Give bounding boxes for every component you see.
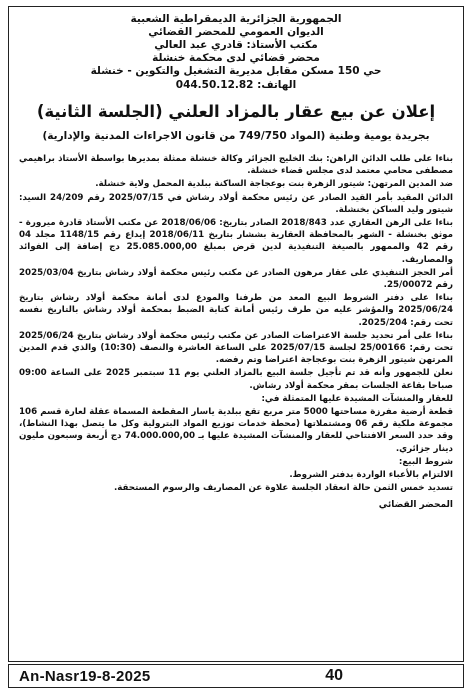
- paragraph-condition-2: تسديد خمس الثمن حالة انعقاد الجلسة علاوة عن المصاريف والرسوم المستحقة.: [113, 483, 453, 494]
- signature: المحضر القضائي: [378, 500, 453, 511]
- header-court: محضر قضائي لدى محكمة خنشلة: [152, 52, 320, 64]
- paragraph-debtor: ضد المدين المرتهن: شيتور الزهرة بنت بوعجاجة الساكنة ببلدية المحمل ولاية خنشلة.: [95, 179, 453, 190]
- paragraph-condition-1: الالتزام بالأعباء الواردة بدفتر الشروط.: [289, 470, 453, 481]
- paragraph-property-description: قطعة أرضية مفرزة مساحتها 5000 متر مربع تقع ببلدية ياسار المقطعة المسماة عقلة لعارة قسم 106 مجموعة ملكية رقم 06 ومشتملاتها (محطة خدمات توزيع المواد البترولية وكل ما يتصل بهذا النشاط)، وقد حدد السعر الافتتاحي للعقار والمنشآت المشيدة عليها بـ 74.000.000,00 دج أربعة وسبعون مليون دينار جزائري.: [19, 407, 454, 454]
- paragraph-mortgage: بناءا على الرهن العقاري عدد 2018/843 الصادر بتاريخ: 2018/06/06 عن مكتب الأستاذ قادرة ميرورة - موثق بخنشلة - الشهر بالمحافظة العقارية بششار بتاريخ 2018/06/11 إيداع رقم 1148/15 مجلد 04 رقم 42 والممهور بالصيغة التنفيذية لدين قرض بمبلغ 25.085.000,00 دج إضافة إلى الفوائد والمصاريف.: [19, 218, 454, 265]
- paragraph-registered-creditor: الدائن المقيد بأمر القيد الصادر عن رئيس محكمة أولاد رشاش في 2025/07/15 رقم 24/209 السيد: شيتور وليد الساكن بخنشلة.: [19, 192, 453, 215]
- header-republic: الجمهورية الجزائرية الديمقراطية الشعبية: [130, 13, 342, 25]
- header-bailiff: مكتب الأستاذ: قادري عبد العالي: [154, 39, 318, 51]
- notice-title: إعلان عن بيع عقار بالمزاد العلني (الجلسة الثانية): [36, 102, 436, 121]
- paragraph-seizure-order: أمر الحجز التنفيذي على عقار مرهون الصادر عن مكتب رئيس محكمة أولاد رشاش بتاريخ 2025/03/04 رقم 25/00072.: [19, 267, 453, 291]
- footer-page-number: 40: [325, 667, 343, 684]
- paragraph-creditor: بناءا على طلب الدائن الراهن: بنك الخليج الجزائر وكالة خنشلة ممثلة بمديرها بواسطة الأستاذ براهيمي مصطفى محامي معتمد لدى مجلس قضاء خنشلة.: [19, 154, 453, 177]
- paragraph-property-heading: للعقار والمنشآت المشيدة عليها المتمثلة في:: [261, 393, 453, 404]
- notice-subtitle: بجريدة يومية وطنية (المواد 749/750 من قانون الاجراءات المدنية والإدارية): [42, 130, 430, 142]
- notice-body: [19, 153, 453, 494]
- header-office: الديوان العمومي للمحضر القضائي: [148, 26, 324, 38]
- header-address: حي 150 مسكن مقابل مديرية التشغيل والتكوين - خنشلة: [90, 65, 382, 77]
- paragraph-auction-date: نعلن للجمهور وأنه قد تم تأجيل جلسة البيع بالمزاد العلني يوم 11 سبتمبر 2025 على الساعة 09:00 صباحا بقاعة الجلسات بمقر محكمة أولاد رشاش.: [19, 368, 453, 391]
- footer-bar: [8, 664, 464, 688]
- paragraph-sale-conditions-heading: شروط البيع:: [398, 456, 453, 467]
- header-phone: الهاتف: 044.50.12.82: [175, 79, 297, 91]
- notice-frame: [8, 6, 464, 662]
- paragraph-conditions-book: بناءا على دفتر الشروط البيع المعد من طرفنا والمودع لدى أمانة محكمة أولاد رشاش بتاريخ 2025/06/24 والمؤشر عليه من طرف رئيس أمانة كتابة الضبط بمحكمة أولاد رشاش بالتاريخ نفسه تحت رقم: 2025/204.: [19, 293, 453, 328]
- footer-reference: An-Nasr19-8-2025: [19, 667, 151, 685]
- notice-header: [19, 13, 453, 92]
- paragraph-objection-hearing: بناءا على أمر تحديد جلسة الاعتراضات الصادر عن مكتب رئيس محكمة أولاد رشاش بتاريخ 2025/06/24 تحت رقم: 25/00166 لجلسة 2025/07/15 على الساعة العاشرة والنصف (10:30) والذي قدم المدين المرتهن شيتور الزهرة بنت بوعجاجة اعتراضا وتم رفضه.: [19, 330, 453, 366]
